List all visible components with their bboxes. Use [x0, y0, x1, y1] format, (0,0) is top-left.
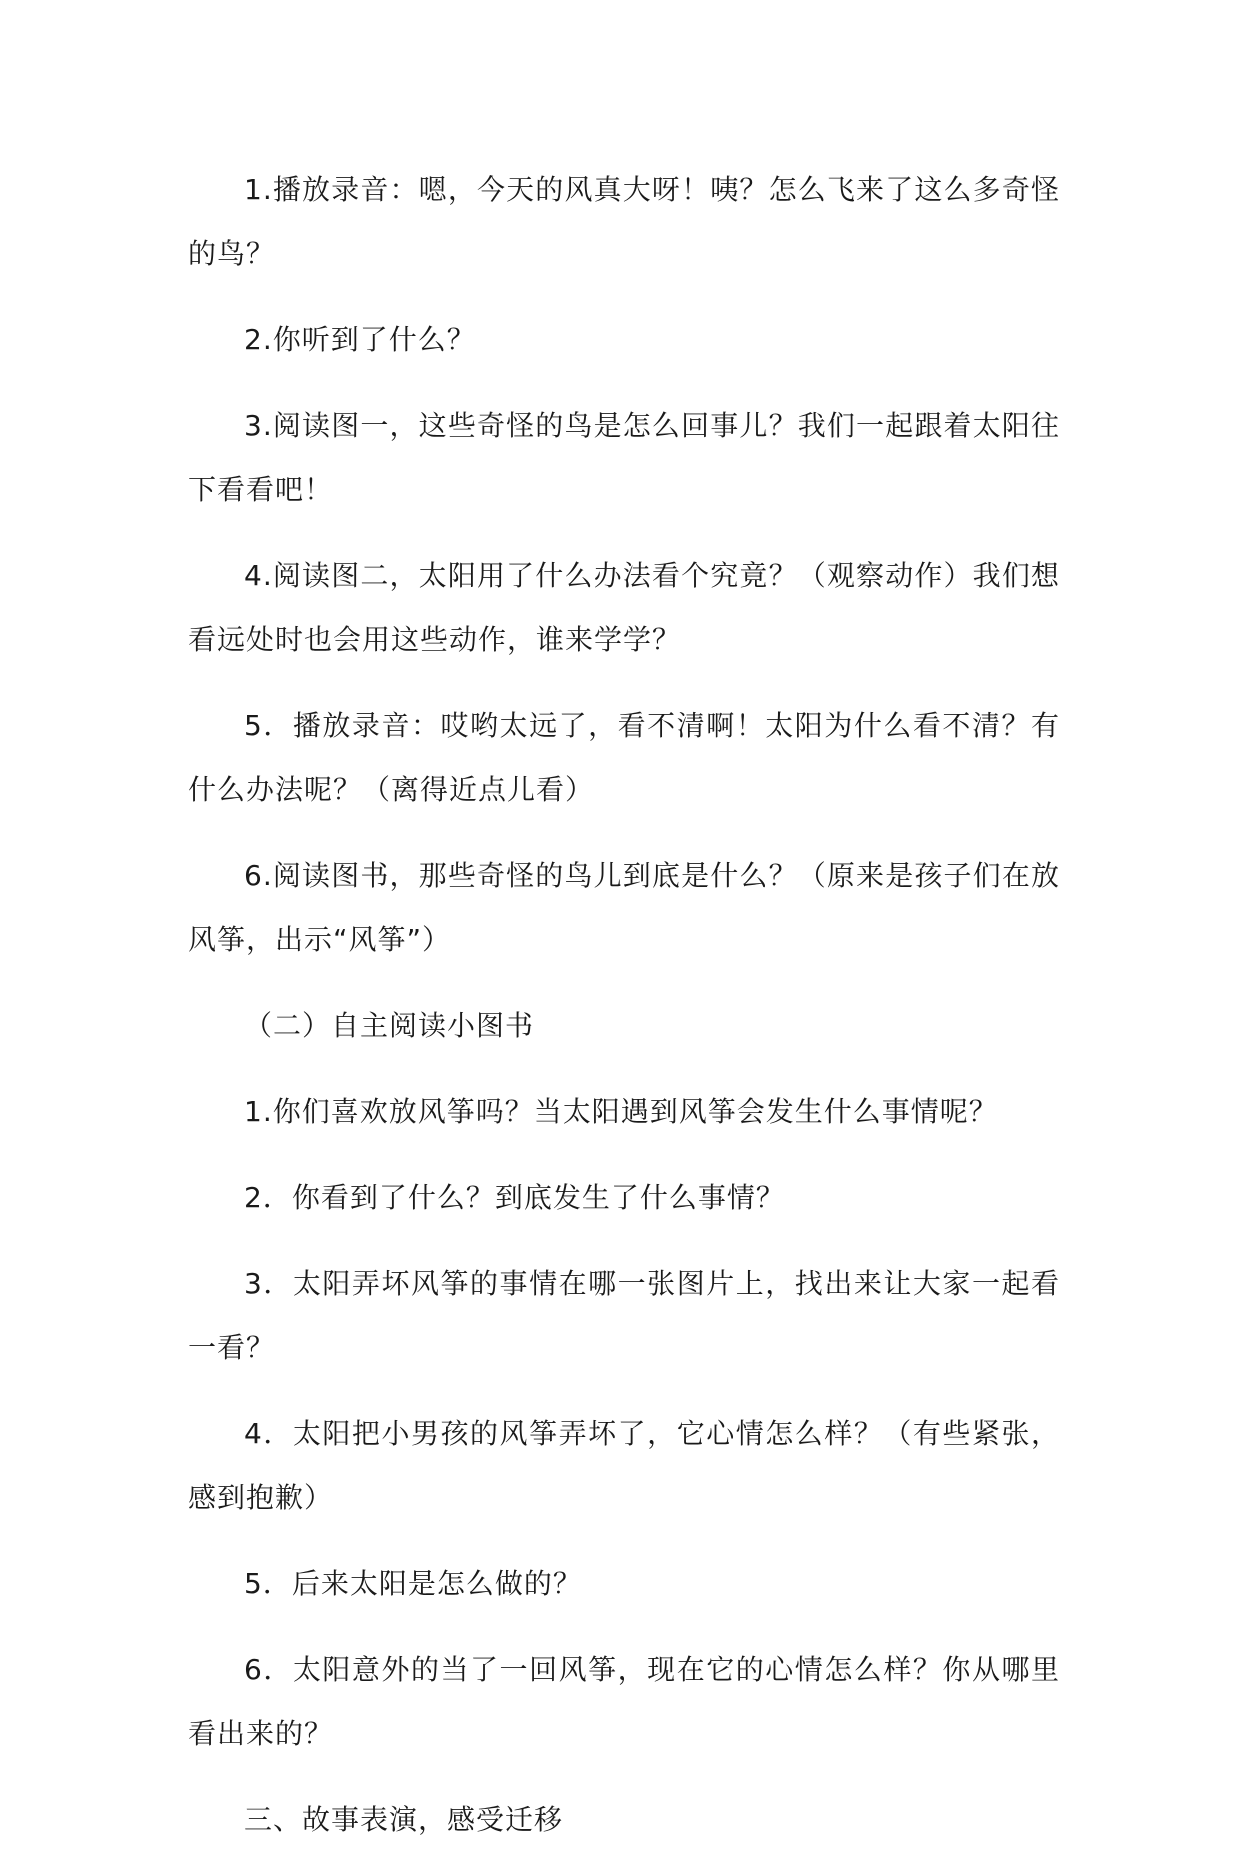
paragraph-question-6: 6．太阳意外的当了一回风筝，现在它的心情怎么样？你从哪里看出来的？	[188, 1653, 1060, 1750]
paragraph-step-5: 5．播放录音：哎哟太远了，看不清啊！太阳为什么看不清？有什么办法呢？（离得近点儿看）	[188, 709, 1060, 806]
section-heading-self-reading: （二）自主阅读小图书	[244, 1009, 535, 1042]
paragraph-question-2: 2．你看到了什么？到底发生了什么事情？	[244, 1181, 785, 1214]
paragraph-question-5: 5．后来太阳是怎么做的？	[244, 1567, 582, 1600]
paragraph-step-6: 6.阅读图书，那些奇怪的鸟儿到底是什么？（原来是孩子们在放风筝，出示“风筝”）	[188, 859, 1060, 956]
paragraph-step-4: 4.阅读图二，太阳用了什么办法看个究竟？（观察动作）我们想看远处时也会用这些动作，谁来学学？	[188, 559, 1060, 656]
document-body	[188, 158, 1060, 1874]
paragraph-step-3: 3.阅读图一，这些奇怪的鸟是怎么回事儿？我们一起跟着太阳往下看看吧！	[188, 409, 1060, 506]
paragraph-question-1: 1.你们喜欢放风筝吗？当太阳遇到风筝会发生什么事情呢？	[244, 1095, 998, 1128]
paragraph-step-1: 1.播放录音：嗯，今天的风真大呀！咦？怎么飞来了这么多奇怪的鸟？	[188, 173, 1060, 270]
paragraph-step-2: 2.你听到了什么？	[244, 323, 476, 356]
paragraph-question-3: 3．太阳弄坏风筝的事情在哪一张图片上，找出来让大家一起看一看？	[188, 1267, 1060, 1364]
section-heading-story-performance: 三、故事表演，感受迁移	[244, 1803, 564, 1836]
paragraph-question-4: 4．太阳把小男孩的风筝弄坏了，它心情怎么样？（有些紧张，感到抱歉）	[188, 1417, 1060, 1514]
